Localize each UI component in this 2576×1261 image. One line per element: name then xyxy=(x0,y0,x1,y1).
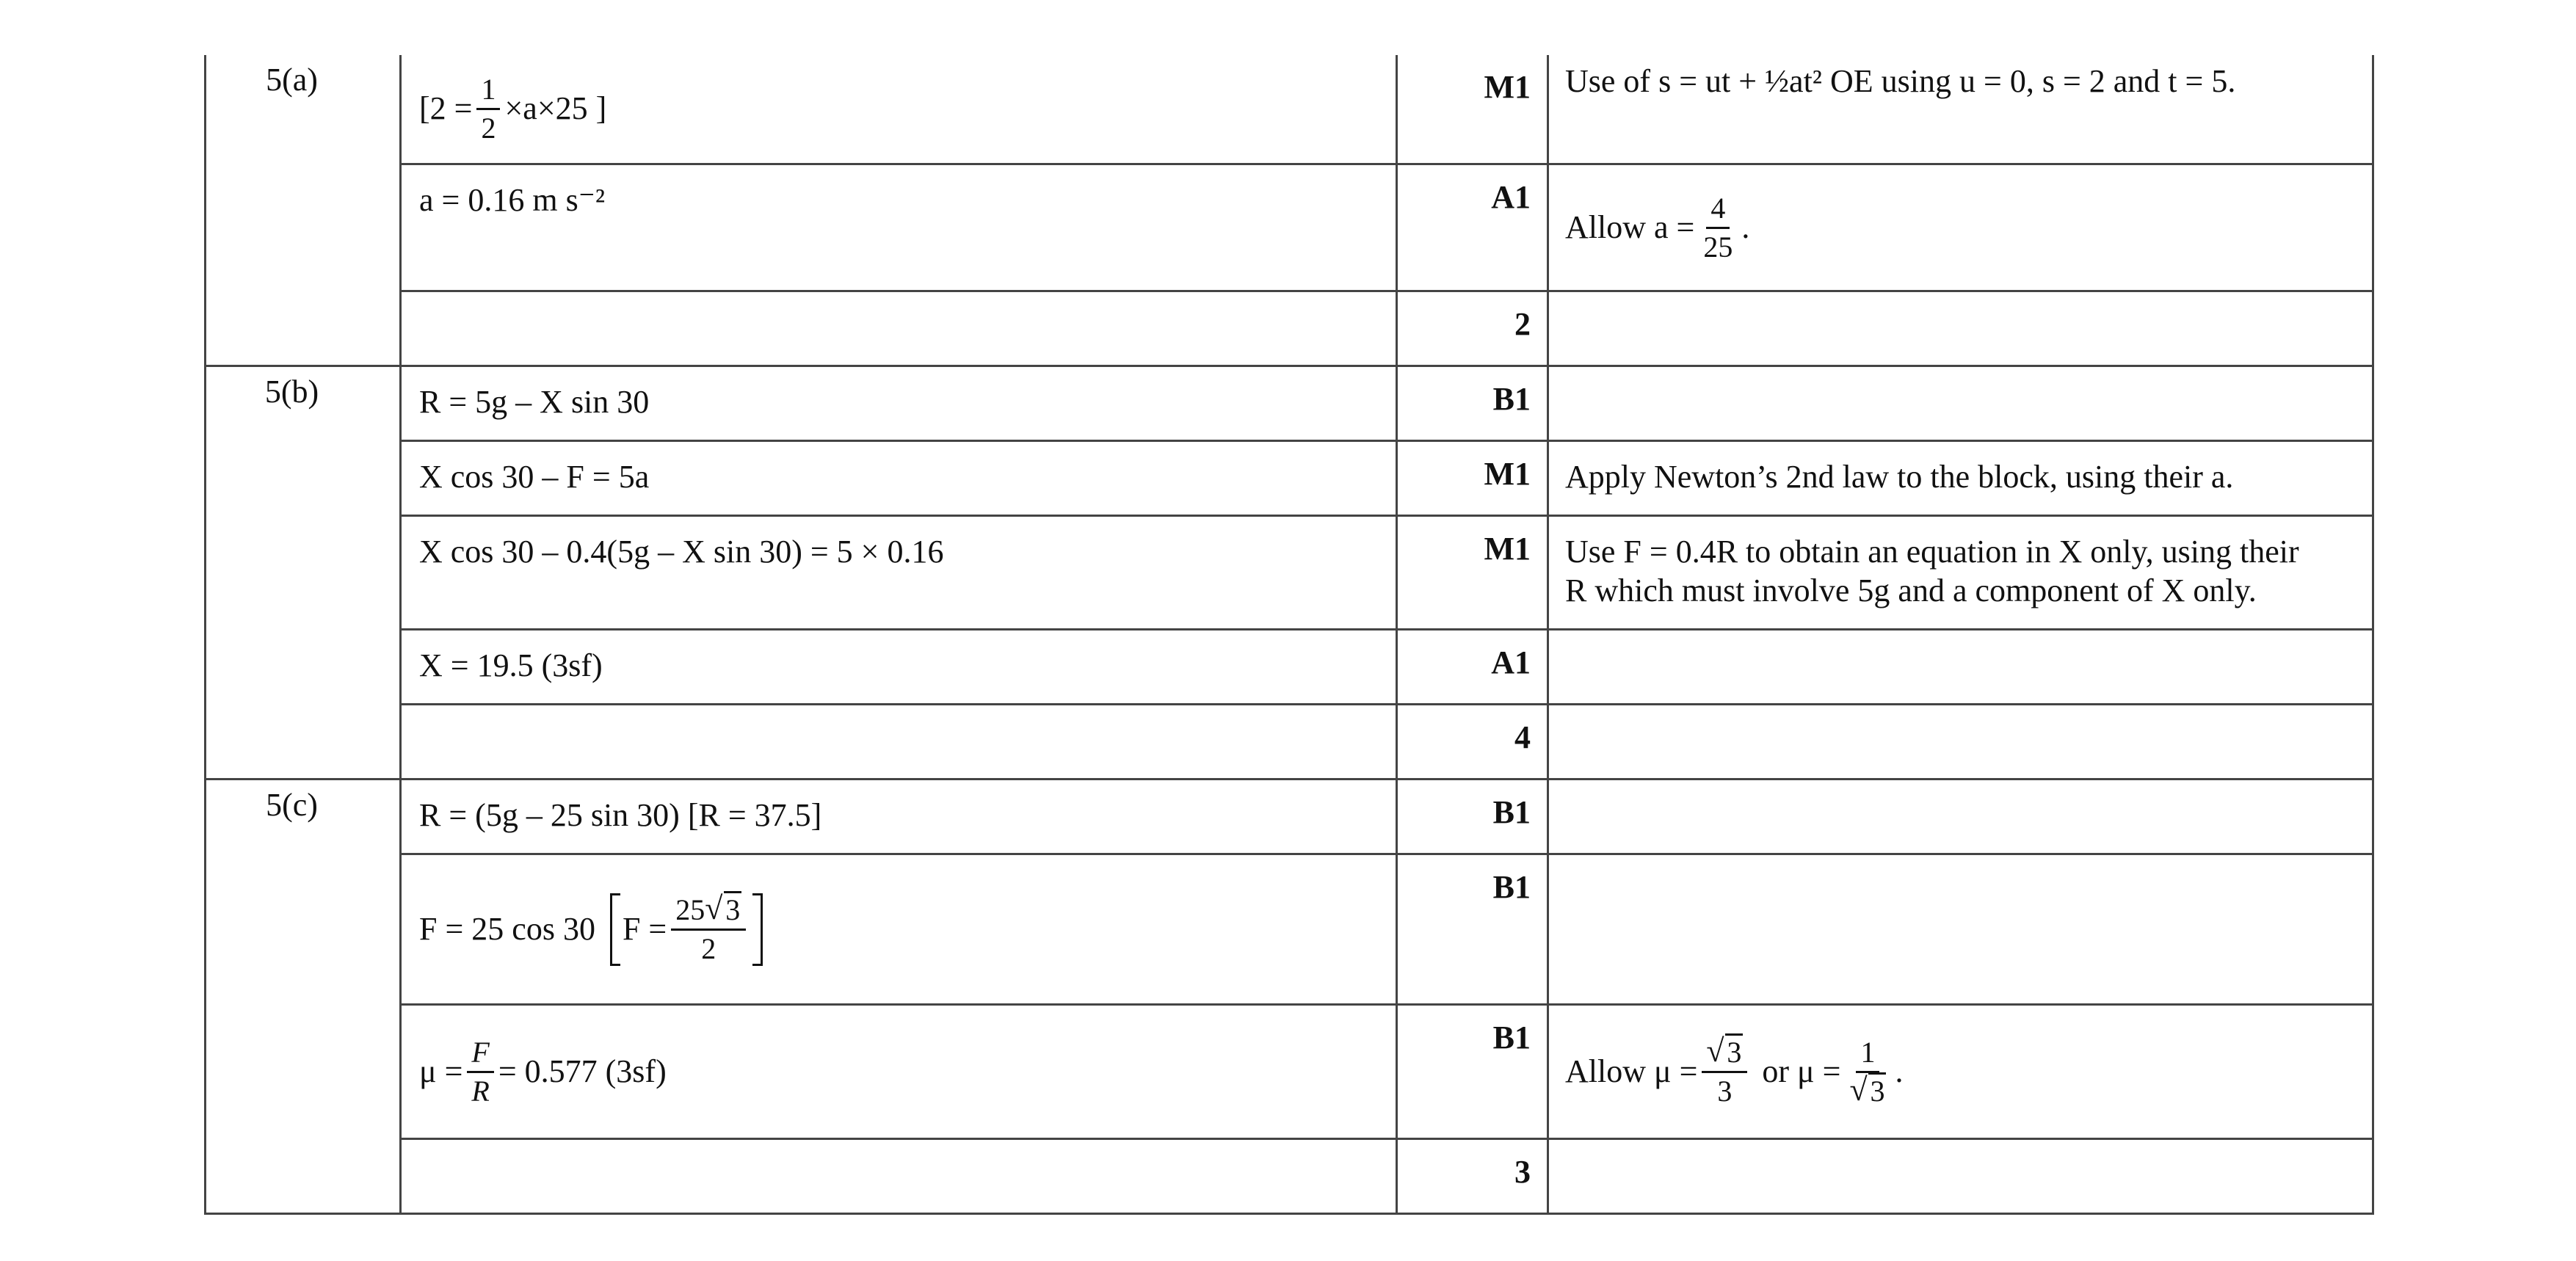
mark-5b-1: B1 xyxy=(1397,366,1548,441)
answer-5c-1: R = (5g – 25 sin 30) [R = 37.5] xyxy=(401,780,1397,854)
guidance-5c-2 xyxy=(1548,854,2373,1005)
answer-5c-3: μ = $\frac{F}{R}$ = 0.577 (3sf) xyxy=(401,1005,1397,1139)
guidance-5a-total-blank xyxy=(1548,291,2373,366)
mark-5b-3: M1 xyxy=(1397,516,1548,630)
question-label-5b: 5(b) xyxy=(206,366,401,780)
answer-5a-result: a = 0.16 m s⁻² xyxy=(401,164,1397,291)
question-label-5a: 5(a) xyxy=(206,55,401,366)
guidance-5b-4 xyxy=(1548,630,2373,705)
answer-5b-1: R = 5g – X sin 30 xyxy=(401,366,1397,441)
answer-5b-3: X cos 30 – 0.4(5g – X sin 30) = 5 × 0.16 xyxy=(401,516,1397,630)
mark-5c-2: B1 xyxy=(1397,854,1548,1005)
answer-5b-total-blank xyxy=(401,705,1397,780)
answer-5b-4: X = 19.5 (3sf) xyxy=(401,630,1397,705)
total-5b: 4 xyxy=(1397,705,1548,780)
guidance-5b-3: Use F = 0.4R to obtain an equation in X only, using their R which must involve 5g and a component of X only. xyxy=(1548,516,2373,630)
guidance-5c-3: Allow μ = √ 3 3 or μ = 1 √ 3 . xyxy=(1548,1005,2373,1139)
guidance-5a-1: Use of s = ut + ½at² OE using u = 0, s = 2 and t = 5. xyxy=(1548,55,2373,164)
mark-scheme-table xyxy=(204,55,2374,1215)
mark-5c-3: B1 xyxy=(1397,1005,1548,1139)
mark-5a-1: M1 xyxy=(1397,55,1548,164)
guidance-5c-1 xyxy=(1548,780,2373,854)
guidance-5b-2: Apply Newton’s 2nd law to the block, using their a. xyxy=(1548,441,2373,516)
guidance-5a-2: Allow a = $\frac{4}{25}$ . xyxy=(1548,164,2373,291)
mark-5c-1: B1 xyxy=(1397,780,1548,854)
total-5a: 2 xyxy=(1397,291,1548,366)
answer-5a-working: [2 = $\frac{1}{2}$ ×a×25 ] xyxy=(401,55,1397,164)
bracketed-expression: F = 25 √ 3 2 xyxy=(610,893,763,966)
answer-5b-2: X cos 30 – F = 5a xyxy=(401,441,1397,516)
mark-5b-4: A1 xyxy=(1397,630,1548,705)
guidance-5c-total-blank xyxy=(1548,1139,2373,1214)
guidance-5b-1 xyxy=(1548,366,2373,441)
guidance-5b-total-blank xyxy=(1548,705,2373,780)
mark-5b-2: M1 xyxy=(1397,441,1548,516)
question-label-5c: 5(c) xyxy=(206,780,401,1214)
answer-5c-total-blank xyxy=(401,1139,1397,1214)
total-5c: 3 xyxy=(1397,1139,1548,1214)
answer-5a-total-blank xyxy=(401,291,1397,366)
answer-5c-2: F = 25 cos 30 F = 25 √ 3 2 xyxy=(401,854,1397,1005)
mark-5a-2: A1 xyxy=(1397,164,1548,291)
fraction-half: $\frac{1}{2}$ xyxy=(476,73,500,145)
